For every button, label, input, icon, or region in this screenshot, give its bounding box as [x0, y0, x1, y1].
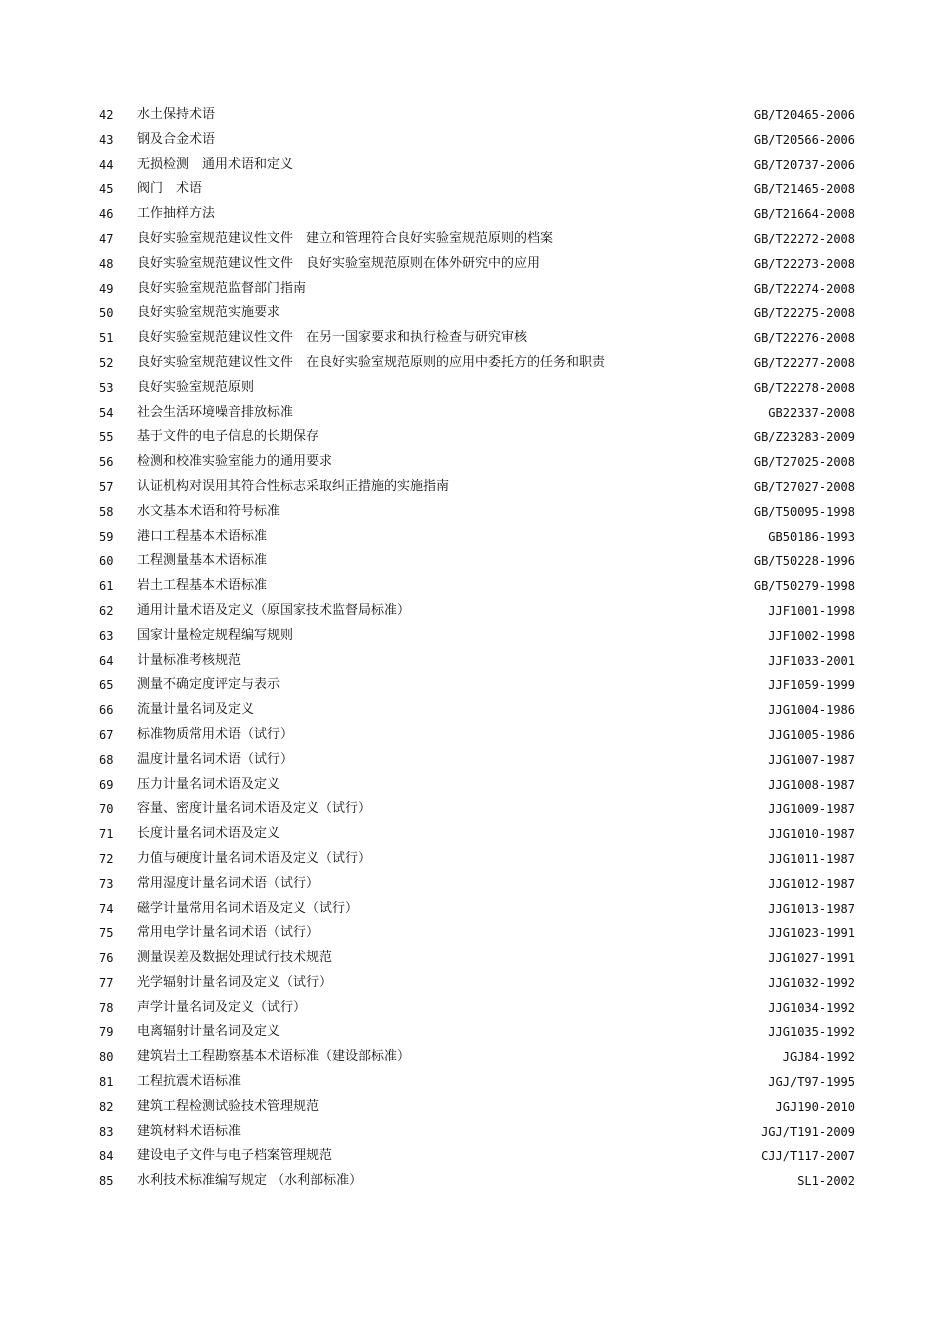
item-number: 46: [99, 207, 114, 222]
item-standard-code: JJG1012-1987: [768, 876, 855, 891]
item-number: 57: [99, 479, 114, 494]
item-standard-code: JJG1008-1987: [768, 777, 855, 792]
list-item: [0, 525, 950, 550]
list-item: [0, 202, 950, 227]
item-number: 47: [99, 231, 114, 246]
item-standard-code: GB/T22275-2008: [753, 306, 855, 321]
list-item: [0, 376, 950, 401]
list-item: [0, 574, 950, 599]
item-title: 建筑工程检测试验技术管理规范: [137, 1098, 320, 1114]
item-number: 68: [99, 752, 114, 767]
item-title: 电离辐射计量名词及定义: [137, 1024, 281, 1040]
item-number: 73: [99, 876, 114, 891]
item-standard-code: GB/T22278-2008: [753, 380, 855, 395]
list-item: [0, 227, 950, 252]
item-number: 53: [99, 380, 114, 395]
item-number: 85: [99, 1174, 114, 1189]
item-number: 75: [99, 926, 114, 941]
list-item: [0, 773, 950, 798]
item-title: 工作抽样方法: [137, 206, 216, 222]
item-title: 工程测量基本术语标准: [137, 553, 268, 569]
item-number: 78: [99, 1000, 114, 1015]
item-title: 容量、密度计量名词术语及定义（试行）: [137, 801, 372, 817]
list-item: [0, 500, 950, 525]
item-standard-code: JJG1005-1986: [768, 727, 855, 742]
item-standard-code: JGJ84-1992: [782, 1050, 855, 1065]
list-item: [0, 1095, 950, 1120]
list-item: [0, 996, 950, 1021]
item-standard-code: GB/Z23283-2009: [753, 430, 855, 445]
item-standard-code: JGJ190-2010: [775, 1099, 855, 1114]
item-standard-code: CJJ/T117-2007: [761, 1149, 855, 1164]
item-standard-code: GB/T21664-2008: [753, 207, 855, 222]
item-title: 标准物质常用术语（试行）: [137, 726, 294, 742]
item-title: 常用电学计量名词术语（试行）: [137, 925, 320, 941]
item-title: 工程抗震术语标准: [137, 1074, 242, 1090]
item-title: 温度计量名词术语（试行）: [137, 751, 294, 767]
item-title: 通用计量术语及定义（原国家技术监督局标准）: [137, 602, 411, 618]
item-title: 良好实验室规范建议性文件 建立和管理符合良好实验室规范原则的档案: [137, 230, 554, 246]
item-number: 51: [99, 331, 114, 346]
item-number: 72: [99, 851, 114, 866]
list-item: [0, 698, 950, 723]
list-item: [0, 549, 950, 574]
item-number: 49: [99, 281, 114, 296]
item-title: 良好实验室规范原则: [137, 379, 255, 395]
item-number: 79: [99, 1025, 114, 1040]
item-title: 建设电子文件与电子档案管理规范: [137, 1148, 333, 1164]
item-standard-code: JGJ/T97-1995: [768, 1075, 855, 1090]
item-number: 83: [99, 1124, 114, 1139]
item-standard-code: JJG1013-1987: [768, 901, 855, 916]
item-number: 77: [99, 975, 114, 990]
item-title: 良好实验室规范实施要求: [137, 305, 281, 321]
list-item: [0, 425, 950, 450]
item-number: 43: [99, 132, 114, 147]
list-item: [0, 1120, 950, 1145]
list-item: [0, 723, 950, 748]
item-standard-code: JGJ/T191-2009: [761, 1124, 855, 1139]
list-item: [0, 301, 950, 326]
item-standard-code: JJG1034-1992: [768, 1000, 855, 1015]
item-title: 阀门 术语: [137, 181, 203, 197]
item-standard-code: GB/T22272-2008: [753, 231, 855, 246]
item-title: 计量标准考核规范: [137, 652, 242, 668]
item-standard-code: JJG1032-1992: [768, 975, 855, 990]
item-standard-code: JJF1059-1999: [768, 678, 855, 693]
list-item: [0, 599, 950, 624]
item-number: 67: [99, 727, 114, 742]
item-standard-code: JJG1011-1987: [768, 851, 855, 866]
list-item: [0, 797, 950, 822]
list-item: [0, 277, 950, 302]
item-standard-code: JJF1002-1998: [768, 628, 855, 643]
list-item: [0, 351, 950, 376]
item-title: 水土保持术语: [137, 107, 216, 122]
list-item: [0, 177, 950, 202]
list-item: [0, 673, 950, 698]
item-title: 长度计量名词术语及定义: [137, 826, 281, 842]
item-number: 65: [99, 678, 114, 693]
list-item: [0, 153, 950, 178]
item-standard-code: GB/T22273-2008: [753, 256, 855, 271]
item-number: 58: [99, 504, 114, 519]
item-standard-code: GB/T20465-2006: [753, 108, 855, 122]
item-standard-code: GB/T21465-2008: [753, 182, 855, 197]
item-number: 76: [99, 951, 114, 966]
item-title: 无损检测 通用术语和定义: [137, 156, 294, 172]
item-title: 水文基本术语和符号标准: [137, 503, 281, 519]
item-title: 基于文件的电子信息的长期保存: [137, 429, 320, 445]
item-title: 社会生活环境噪音排放标准: [137, 404, 294, 420]
item-number: 81: [99, 1075, 114, 1090]
item-number: 84: [99, 1149, 114, 1164]
list-item: [0, 475, 950, 500]
item-number: 70: [99, 802, 114, 817]
item-number: 71: [99, 827, 114, 842]
item-standard-code: JJG1004-1986: [768, 703, 855, 718]
item-number: 54: [99, 405, 114, 420]
item-standard-code: JJG1027-1991: [768, 951, 855, 966]
item-standard-code: JJG1007-1987: [768, 752, 855, 767]
item-number: 45: [99, 182, 114, 197]
item-title: 建筑材料术语标准: [137, 1123, 242, 1139]
item-title: 光学辐射计量名词及定义（试行）: [137, 974, 333, 990]
item-number: 44: [99, 157, 114, 172]
item-title: 磁学计量常用名词术语及定义（试行）: [137, 900, 359, 916]
item-standard-code: GB/T20737-2006: [753, 157, 855, 172]
item-number: 69: [99, 777, 114, 792]
item-standard-code: GB/T22277-2008: [753, 355, 855, 370]
item-title: 港口工程基本术语标准: [137, 528, 268, 544]
item-title: 常用湿度计量名词术语（试行）: [137, 875, 320, 891]
item-title: 检测和校准实验室能力的通用要求: [137, 454, 333, 470]
item-number: 66: [99, 703, 114, 718]
list-item: [0, 128, 950, 153]
item-title: 建筑岩土工程勘察基本术语标准（建设部标准）: [137, 1049, 411, 1065]
item-title: 声学计量名词及定义（试行）: [137, 999, 307, 1015]
item-title: 压力计量名词术语及定义: [137, 776, 281, 792]
item-number: 48: [99, 256, 114, 271]
item-standard-code: JJG1009-1987: [768, 802, 855, 817]
list-item: [0, 401, 950, 426]
list-item: [0, 103, 950, 128]
list-item: [0, 1144, 950, 1169]
list-item: [0, 946, 950, 971]
item-title: 流量计量名词及定义: [137, 702, 255, 718]
item-number: 74: [99, 901, 114, 916]
list-item: [0, 1070, 950, 1095]
item-standard-code: JJF1001-1998: [768, 603, 855, 618]
item-title: 测量误差及数据处理试行技术规范: [137, 950, 333, 966]
list-item: [0, 971, 950, 996]
item-standard-code: GB/T50228-1996: [753, 554, 855, 569]
item-number: 52: [99, 355, 114, 370]
list-item: [0, 1020, 950, 1045]
item-title: 认证机构对误用其符合性标志采取纠正措施的实施指南: [137, 478, 450, 494]
list-item: [0, 847, 950, 872]
item-standard-code: JJG1010-1987: [768, 827, 855, 842]
item-title: 水利技术标准编写规定 （水利部标准）: [137, 1173, 363, 1189]
item-number: 82: [99, 1099, 114, 1114]
item-title: 力值与硬度计量名词术语及定义（试行）: [137, 850, 372, 866]
list-item: [0, 872, 950, 897]
item-number: 80: [99, 1050, 114, 1065]
list-item: [0, 897, 950, 922]
item-number: 62: [99, 603, 114, 618]
list-item: [0, 1045, 950, 1070]
item-number: 63: [99, 628, 114, 643]
list-item: [0, 748, 950, 773]
list-item: [0, 649, 950, 674]
item-title: 岩土工程基本术语标准: [137, 578, 268, 594]
item-number: 60: [99, 554, 114, 569]
standards-list: [0, 103, 950, 1194]
list-item: [0, 450, 950, 475]
item-standard-code: JJG1023-1991: [768, 926, 855, 941]
item-standard-code: GB/T50095-1998: [753, 504, 855, 519]
item-title: 良好实验室规范建议性文件 在另一国家要求和执行检查与研究审核: [137, 330, 528, 346]
list-item: [0, 1169, 950, 1194]
item-standard-code: GB/T27027-2008: [753, 479, 855, 494]
item-standard-code: GB/T27025-2008: [753, 455, 855, 470]
list-item: [0, 252, 950, 277]
list-item: [0, 921, 950, 946]
item-number: 56: [99, 455, 114, 470]
item-number: 59: [99, 529, 114, 544]
item-number: 50: [99, 306, 114, 321]
item-title: 良好实验室规范建议性文件 良好实验室规范原则在体外研究中的应用: [137, 255, 541, 271]
list-item: [0, 326, 950, 351]
list-item: [0, 822, 950, 847]
item-title: 测量不确定度评定与表示: [137, 677, 281, 693]
item-title: 国家计量检定规程编写规则: [137, 627, 294, 643]
item-standard-code: GB/T22276-2008: [753, 331, 855, 346]
item-standard-code: JJF1033-2001: [768, 653, 855, 668]
item-standard-code: GB/T50279-1998: [753, 579, 855, 594]
item-title: 良好实验室规范监督部门指南: [137, 280, 307, 296]
item-standard-code: GB50186-1993: [768, 529, 855, 544]
list-item: [0, 624, 950, 649]
item-number: 61: [99, 579, 114, 594]
item-number: 55: [99, 430, 114, 445]
item-standard-code: GB/T22274-2008: [753, 281, 855, 296]
item-standard-code: JJG1035-1992: [768, 1025, 855, 1040]
item-standard-code: GB22337-2008: [768, 405, 855, 420]
item-standard-code: SL1-2002: [797, 1174, 855, 1189]
item-title: 钢及合金术语: [137, 131, 216, 147]
item-number: 64: [99, 653, 114, 668]
item-standard-code: GB/T20566-2006: [753, 132, 855, 147]
item-number: 42: [99, 108, 114, 122]
item-title: 良好实验室规范建议性文件 在良好实验室规范原则的应用中委托方的任务和职责: [137, 354, 606, 370]
